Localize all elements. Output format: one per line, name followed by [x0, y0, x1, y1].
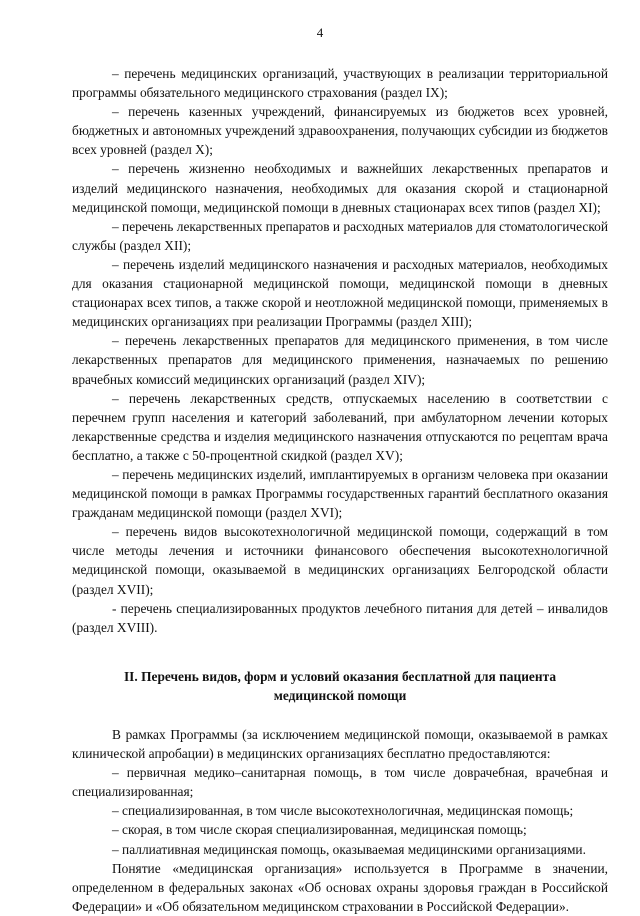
care-type-item: – специализированная, в том числе высокотехнологичная, медицинская помощь; [112, 803, 574, 819]
list-item: – перечень казенных учреждений, финансируемых из бюджетов всех уровней, бюджетных и автономных учреждений здравоохранения, получающих субсидии из бюджетов всех уровней (раздел X); [72, 104, 608, 158]
list-item: - перечень специализированных продуктов лечебного питания для детей – инвалидов (раздел XVIII). [72, 600, 608, 635]
list-item: – перечень лекарственных препаратов и расходных материалов для стоматологической службы (раздел XII); [72, 218, 609, 253]
care-type-item: – паллиативная медицинская помощь, оказываемая медицинскими организациями. [112, 841, 586, 857]
closing-paragraph: Понятие «медицинская организация» используется в Программе в значении, определенном в федеральных законах «Об основах охраны здоровья граждан в Российской Федерации» и «Об обязательном медицинском страховании в Российской Федерации». [72, 860, 608, 914]
care-type-item: – первичная медико–санитарная помощь, в том числе доврачебная, врачебная и специализированная; [72, 765, 608, 800]
section-heading: II. Перечень видов, форм и условий оказания бесплатной для пациента медицинской помощи [123, 668, 557, 703]
list-item: – перечень медицинских организаций, участвующих в реализации территориальной программы обязательного медицинского страхования (раздел IX); [72, 66, 608, 101]
list-item: – перечень лекарственных средств, отпускаемых населению в соответствии с перечнем групп населения и категорий заболеваний, при амбулаторном лечении которых лекарственные средства и изделия медицинского назначения отпускаются по рецептам врача бесплатно, а также с 50-процентной скидкой (раздел XV); [72, 390, 608, 463]
list-item: – перечень видов высокотехнологичной медицинской помощи, содержащий в том числе методы лечения и источники финансового обеспечения высокотехнологичной медицинской помощи, оказываемой в медицинских организациях Белгородской области (раздел XVII); [72, 524, 608, 597]
list-item: – перечень медицинских изделий, имплантируемых в организм человека при оказании медицинской помощи в рамках Программы государственных гарантий бесплатного оказания гражданам медицинской помощи (раздел XVI); [72, 466, 608, 521]
list-item: – перечень изделий медицинского назначения и расходных материалов, необходимых для оказания стационарной медицинской помощи, медицинской помощи в дневных стационарах всех типов, а также скорой и неотложной медицинской помощи, применяемых в медицинских организациях при реализации Программы (раздел XIII); [72, 256, 608, 330]
page-number: 4 [316, 25, 324, 40]
intro-paragraph: В рамках Программы (за исключением медицинской помощи, оказываемой в рамках клинической апробации) в медицинских организациях бесплатно предоставляются: [72, 727, 608, 762]
list-item: – перечень лекарственных препаратов для медицинского применения, в том числе лекарственных препаратов для медицинского применения, назначаемых по решению врачебных комиссий медицинских организаций (раздел XIV); [72, 333, 608, 387]
care-type-item: – скорая, в том числе скорая специализированная, медицинская помощь; [112, 822, 527, 838]
list-item: – перечень жизненно необходимых и важнейших лекарственных препаратов и изделий медицинского назначения, необходимых для оказания скорой и стационарной медицинской помощи, медицинской помощи в дневных стационарах всех типов (раздел XI); [72, 161, 608, 215]
document-body [72, 64, 608, 916]
